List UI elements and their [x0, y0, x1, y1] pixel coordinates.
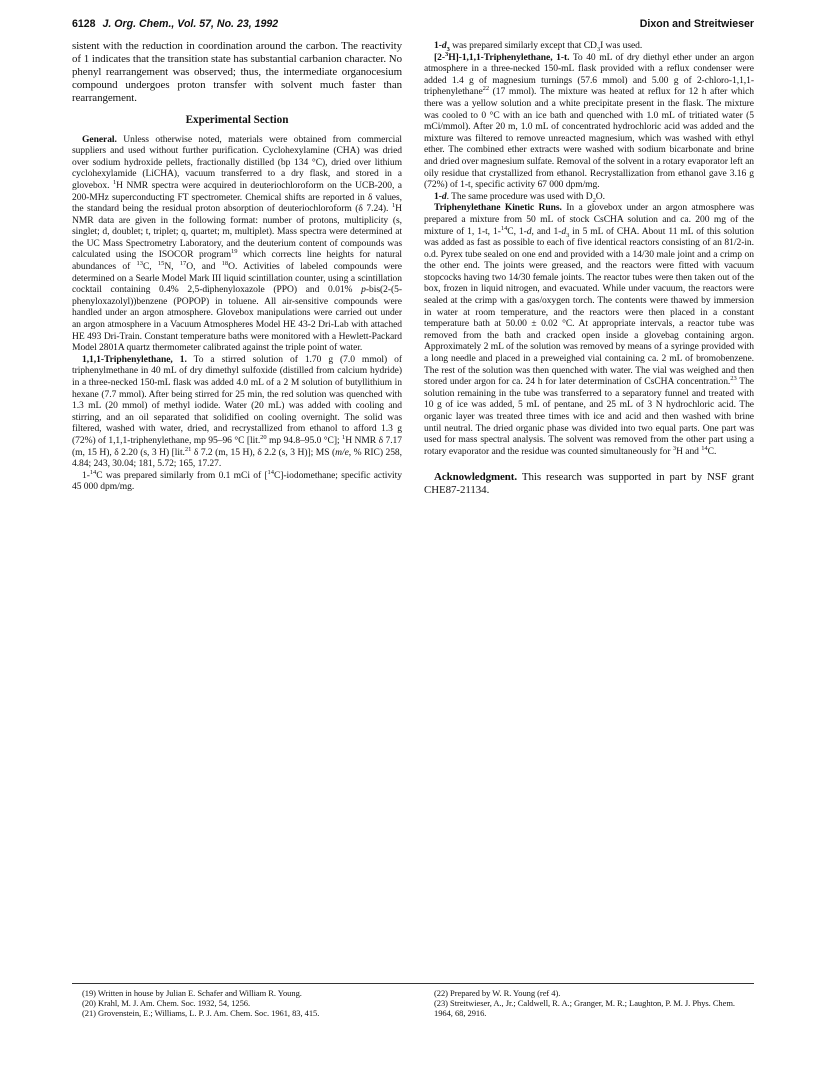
subscript: 3 [446, 45, 450, 53]
general-text: Unless otherwise noted, materials were obtained from commercial suppliers and used without further purification. Cyclohexylamine (CHA) was dried over sodium hydroxide pellets, fractionally distilled (bp 134 °C), dried over lithium cyclohexylamide (LiCHA), vacuum transferred to a dry flask, and stored in a glovebox. [72, 133, 402, 191]
acknowledgment-paragraph [424, 471, 754, 497]
superscript: 1 [112, 178, 117, 186]
journal-citation: J. Org. Chem., Vol. 57, No. 23, 1992 [102, 18, 279, 30]
acknowledgment-heading: Acknowledgment. [434, 471, 518, 484]
general-text: H NMR spectra were acquired in deuteriochloroform on the UCB-200, a 200-MHz superconducting FT spectrometer. Chemical shifts are reported in δ values, the standard being the residual proton absorption of deuteriochloroform (δ 7.24). [72, 179, 402, 215]
superscript: 1 [391, 201, 396, 209]
footnote: (20) Krahl, M. J. Am. Chem. Soc. 1932, 54, 1256. [82, 998, 251, 1009]
procedure-text: was prepared similarly except that CD [449, 40, 597, 51]
procedure-text: O. [595, 190, 605, 202]
footnotes-left [72, 988, 402, 1019]
procedure-text: δ 7.2 (m, 15 H), δ 2.2 (s, 3 H)]; MS ( [191, 446, 336, 458]
procedure-text: C was prepared similarly from 0.1 mCi of [ [96, 469, 268, 481]
general-heading: General. [82, 133, 117, 145]
footnote: (21) Grovenstein, E.; Williams, L. P. J. Am. Chem. Soc. 1961, 83, 415. [82, 1008, 320, 1019]
general-text: O, and [186, 261, 222, 273]
superscript: 18 [221, 259, 229, 267]
tritium-heading: [2- [434, 51, 445, 63]
left-column [72, 40, 402, 493]
italic-text: m/e [335, 446, 349, 458]
procedure-text: (17 mmol). The mixture was heated at reflux for 12 h after which there was a yellow solution and a white precipitate present in the flask. The mixture was cooled to 0 °C with an ice bath and quenched with 1.0 mL of tritiated water (5 mCi/mmol). After 20 m, 1.0 mL of concentrated hydrochloric acid was added and the mixture was filtered to remove unreacted magnesium, which was washed with ethyl ether. The combined ether extracts were washed with sodium bicarbonate and brine and dried over magnesium sulfate. Removal of the solvent in a rotary evaporator left an oily residue that crystallized from ethanol. Recrystallization from ethanol gave 3.16 g (72%) of 1-t, specific activity 67 000 dpm/mg. [424, 86, 754, 191]
superscript: 17 [179, 259, 187, 267]
compound-label: 1- [434, 40, 442, 51]
deuterium-paragraph [424, 191, 754, 203]
compound-label: 1- [82, 469, 90, 481]
reference-marker: 23 [730, 375, 737, 383]
subscript: 2 [592, 196, 596, 204]
tritium-paragraph [424, 52, 754, 191]
triphenylethane-paragraph [72, 354, 402, 470]
procedure-text: To a stirred solution of 1.70 g (7.0 mmol) of triphenylmethane in 40 mL of dry dimethyl sulfoxide (distilled from calcium hydride) in a three-necked 150-mL flask was added 4.0 mL of a 2 M solution of butyllithium in hexane (7.7 mmol). After being stirred for 25 min, the red solution was quenched with 1.3 mL (20 mmol) of methyl iodide. Water (20 mL) was added with cooling and stirring, and an oil separated that solidified on cooling overnight. The solid was filtered, washed with water, dried, and recrystallized from ethanol to afford 1.3 g (72%) of 1,1,1-triphenylethane, mp 95–96 °C [lit. [72, 353, 402, 446]
running-head-authors: Dixon and Streitwieser [639, 18, 754, 30]
procedure-text: mp 94.8–95.0 °C]; [266, 434, 343, 446]
superscript: 3 [672, 444, 677, 452]
reference-marker: 22 [482, 85, 490, 93]
superscript: 3 [444, 50, 449, 58]
general-text: O. Activities of labeled compounds were determined on a Searle Model Mark III liquid scintillation counter, using a scintillation cocktail containing 0.4% 2,5-diphenyloxazole (PPO) and 0.01% [72, 261, 402, 296]
reference-marker: 21 [184, 445, 192, 453]
compound-label: d [441, 190, 447, 202]
procedure-text: To 40 mL of dry diethyl ether under an argon atmosphere in a three-necked 150-mL flask provided with a reflux condenser were added 1.4 g of magnesium turnings (57.6 mmol) and 5.00 g of 2-chloro-1,1,1-triphenylethane [424, 51, 754, 98]
superscript: 14 [267, 468, 274, 476]
footnote: (23) Streitwieser, A., Jr.; Caldwell, R. A.; Granger, M. R.; Laughton, P. M. J. Phys. Chem. 1964, 68, 2916. [434, 998, 735, 1019]
procedure-text: , and 1- [531, 225, 562, 237]
c14-paragraph [72, 470, 402, 493]
kinetic-runs-heading: Triphenylethane Kinetic Runs. [434, 202, 562, 214]
superscript: 14 [500, 224, 508, 232]
procedure-text: in 5 mL of CHA. About 11 mL of this solution was added as fast as possible to each of five identical reactors consisting of an 8 [424, 225, 754, 249]
right-column [424, 40, 754, 497]
d3-paragraph [424, 40, 754, 52]
superscript: 15 [157, 259, 165, 267]
compound-label: 1- [434, 190, 442, 202]
general-text: C, [142, 261, 158, 273]
procedure-text: C]-iodomethane; specific activity 45 000 dpm/mg. [72, 469, 402, 493]
italic-text: p [361, 284, 366, 296]
subscript: 3 [566, 231, 570, 239]
procedure-text: H and [676, 445, 702, 457]
procedure-text: In a glovebox under an argon atmosphere was prepared a mixture from 50 mL of stock CsCHA solution and ca. 200 mg of the mixture of 1, 1-t, 1- [424, 202, 754, 237]
section-title: Experimental Section [185, 113, 289, 126]
footnote: (22) Prepared by W. R. Young (ref 4). [434, 988, 561, 998]
procedure-text: C. [707, 445, 717, 457]
page-number: 6128 [72, 18, 96, 30]
procedure-text: I was used. [600, 40, 643, 51]
compound-label: d [441, 40, 447, 51]
fraction: 1/2 [729, 237, 742, 249]
procedure-text: , % RIC) 258, 4.84; 243, 30.04; 181, 5.72; 165, 17.27. [72, 446, 402, 470]
reference-marker: 20 [260, 433, 267, 441]
general-text: H NMR data are given in the following format: number of protons, multiplicity (s, singlet; d, doublet; t, triplet; q, quartet; m, multiplet). Mass spectra were determined at the UC Mass Spectrometry Laboratory, and the deuterium content of compounds was calculated using the ISOCOR program [72, 203, 402, 261]
triphenylethane-heading: 1,1,1-Triphenylethane, 1. [82, 353, 187, 365]
footnotes-right [424, 988, 754, 1019]
superscript: 1 [342, 433, 346, 441]
general-paragraph [72, 134, 402, 354]
procedure-text: C, 1- [507, 225, 527, 237]
subscript: 3 [596, 45, 601, 53]
superscript: 14 [89, 468, 97, 476]
italic-text: d [526, 225, 532, 237]
procedure-text: H NMR δ 7.17 (m, 15 H), δ 2.20 (s, 3 H) [lit. [72, 434, 402, 458]
general-text: -bis(2-(5-phenyloxazolyl))benzene (POPOP) in toluene. All air-sensitive compounds were handled under an argon atmosphere. Glovebox manipulations were carried out under an argon atmosphere in a Vacuum Atmospheres Model HE 43-2 Dri-Lab with attached HE 493 Dri-Train. Constant temperature baths were monitored with a Hewlett-Packard Model 2801A quartz thermometer calibrated against the triple point of water. [72, 284, 402, 354]
superscript: 13 [136, 259, 143, 267]
general-text: which corrects line heights for natural abundances of [72, 249, 402, 273]
discussion-paragraph: sistent with the reduction in coordination around the carbon. The reactivity of 1 indicates that the transition state has substantial carbanion character. No phenyl rearrangement was observed; thus, the intermediate organocesium compound undergoes proton transfer with solvent much faster than rearrangement. [72, 40, 402, 104]
acknowledgment-text: This research was supported in part by NSF grant CHE87-21134. [424, 471, 754, 497]
running-head-left [72, 18, 278, 30]
footnotes [72, 983, 754, 1019]
procedure-text: -in. o.d. Pyrex tube sealed on one end and provided with a 14/30 male joint and a crimp on the other end. The joints were greased, and the reactors were fitted with vacuum stopcocks having two 14/30 female joints. The reactor tubes were then taken out of the box, frozen in liquid nitrogen, and evacuated. While under vacuum, the reactors were sealed at the crimp with a gas/oxygen torch. The contents were thawed by immersion in water at room temperature, and the reactors were then placed in a constant temperature bath at 50.00 ± 0.02 °C. At appropriate intervals, a reactor tube was removed from the bath and cracked open inside a glovebag containing argon. Approximately 2 mL of the solution was removed by means of a syringe provided with a long needle and placed in a preweighed vial containing ca. 2 mL of bromobenzene. The rest of the solution was then quenched with water. The vial was weighed and then stored under argon for ca. 24 h for later determination of CsCHA concentration. [424, 237, 754, 388]
kinetic-runs-paragraph [424, 202, 754, 457]
italic-text: d [561, 225, 567, 237]
general-text: N, [164, 261, 180, 273]
journal-page [72, 18, 754, 1058]
procedure-text: . The same procedure was used with D [446, 190, 593, 202]
tritium-heading: H]-1,1,1-Triphenylethane, 1-t. [448, 51, 570, 63]
running-head [72, 18, 754, 30]
footnote: (19) Written in house by Julian E. Schafer and William R. Young. [82, 988, 302, 998]
reference-marker: 19 [231, 248, 238, 256]
superscript: 14 [701, 444, 708, 452]
procedure-text: The solution remaining in the tube was transferred to a separatory funnel and treated with 10 g of ice was added, 5 mL of pentane, and 25 mL of 3 N hydrochloric acid. The organic layer was treated three times with ice and acid and then washed with brine until neutral. The dried organic phase was divided into two equal parts. One part was used for mass spectral analysis. The solvent was removed from the other part using a rotary evaporator and the residue was counted simultaneously for [424, 376, 754, 457]
